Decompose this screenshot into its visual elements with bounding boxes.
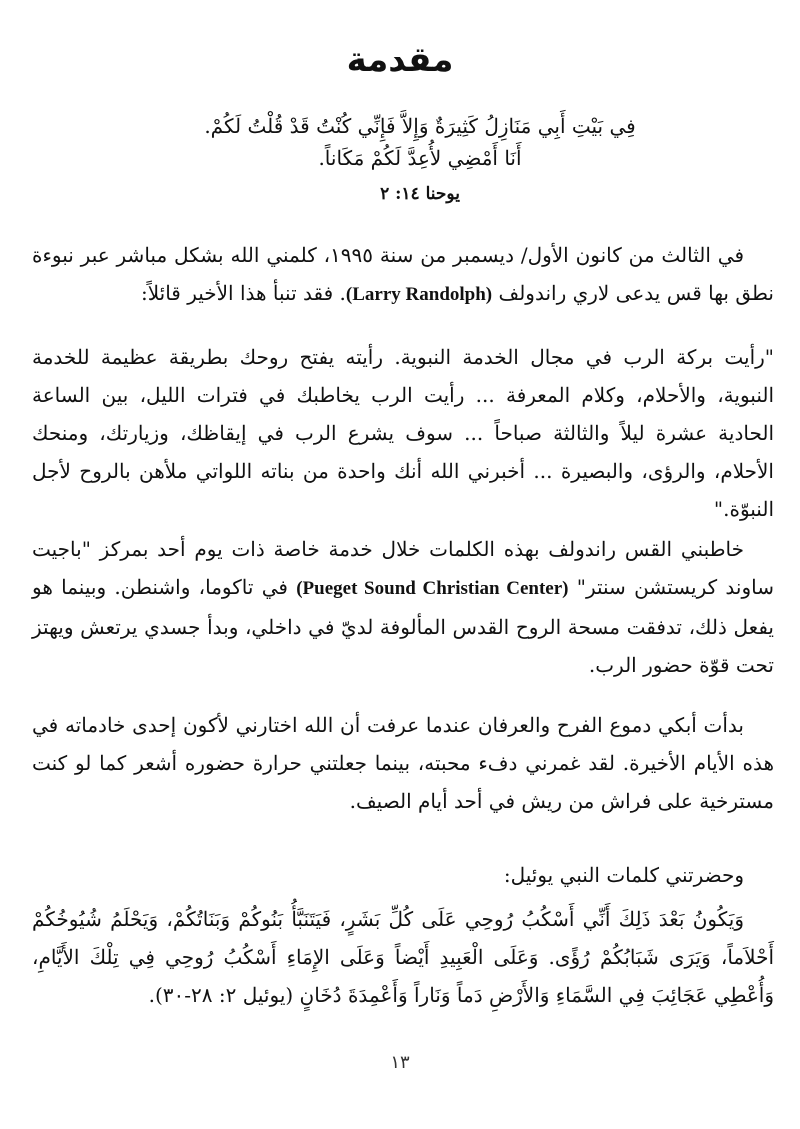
paragraph-joel-quote xyxy=(32,900,774,1014)
paragraph-joel-intro xyxy=(32,856,774,894)
paragraph-prophecy-quote xyxy=(32,338,774,528)
epigraph-reference: يوحنا ١٤: ٢ xyxy=(380,184,460,204)
paragraph-joel-intro-text: وحضرتني كلمات النبي يوئيل: xyxy=(503,863,744,887)
epigraph-line-2: أَنَا أَمْضِي لأُعِدَّ لَكُمْ مَكَاناً. xyxy=(318,146,522,170)
paragraph-intro-text-b: . فقد تنبأ هذا الأخير قائلاً: xyxy=(140,281,346,305)
page-number: ١٣ xyxy=(390,1052,410,1073)
paragraph-tears-text: بدأت أبكي دموع الفرح والعرفان عندما عرفت أن الله اختارني لأكون إحدى خادماته في هذه الأيام الأخيرة. لقد غمرني دفء محبته، بينما جعلتني حرارة حضوره أشعر كما لو كنت مسترخية على فراش من ريش في أحد أيام الصيف. xyxy=(32,713,774,813)
paragraph-joel-quote-text: وَيَكُونُ بَعْدَ ذَلِكَ أَنِّي أَسْكُبُ رُوحِي عَلَى كُلِّ بَشَرٍ، فَيَتَنَبَّأُ بَنُوكُمْ وَبَنَاتُكُمْ، وَيَحْلَمُ شُيُوخُكُمْ أَحْلاَماً، وَيَرَى شَبَابُكُمْ رُؤًى. وَعَلَى الْعَبِيدِ أَيْضاً وَعَلَى الإِمَاءِ أَسْكُبُ رُوحِي فِي تِلْكَ الأَيَّامِ، وَأُعْطِي عَجَائِبَ فِي السَّمَاءِ وَالأَرْضِ دَماً وَنَاراً وَأَعْمِدَةَ دُخَانٍ (يوئيل ٢: ٢٨-٣٠). xyxy=(32,907,774,1007)
paragraph-intro-text-a: في الثالث من كانون الأول/ ديسمبر من سنة ١٩٩٥، كلمني الله بشكل مباشر عبر نبوءة نطق بها قس يدعى لاري راندولف xyxy=(32,243,774,305)
paragraph-church-text-a: خاطبني القس راندولف بهذه الكلمات خلال خدمة خاصة ذات يوم أحد بمركز "باجيت ساوند كريستشن سنتر" xyxy=(32,537,774,599)
paragraph-intro xyxy=(32,236,774,314)
epigraph-line-1: فِي بَيْتِ أَبِي مَنَازِلُ كَثِيرَةٌ وَإِلاَّ فَإِنِّي كُنْتُ قَدْ قُلْتُ لَكُمْ. xyxy=(204,114,636,138)
latin-name-larry-randolph: (Larry Randolph) xyxy=(345,284,493,305)
chapter-title: مقدمة xyxy=(346,40,454,80)
paragraph-prophecy-text: "رأيت بركة الرب في مجال الخدمة النبوية. رأيته يفتح روحك بطريقة عظيمة للخدمة النبوية، والأحلام، وكلام المعرفة ... رأيت الرب يخاطبك في فترات الليل، بين الساعة الحادية عشرة ليلاً والثالثة صباحاً ... سوف يشرع الرب في إيقاظك، وزيارتك، ومنحك الأحلام، والرؤى، والبصيرة ... أخبرني الله أنك واحدة من بناته اللواتي ملأهن بالروح لأجل النبوّة." xyxy=(32,345,774,521)
paragraph-church-text-b: في تاكوما، واشنطن. وبينما هو يفعل ذلك، تدفقت مسحة الروح القدس المألوفة لديّ في داخلي، وبدأ جسدي يرتعش ويهتز تحت قوّة حضور الرب. xyxy=(32,575,774,677)
paragraph-tears-of-joy xyxy=(32,706,774,820)
latin-name-church: (Pueget Sound Christian Center) xyxy=(296,578,569,599)
paragraph-church-service xyxy=(32,530,774,684)
epigraph xyxy=(180,110,660,210)
